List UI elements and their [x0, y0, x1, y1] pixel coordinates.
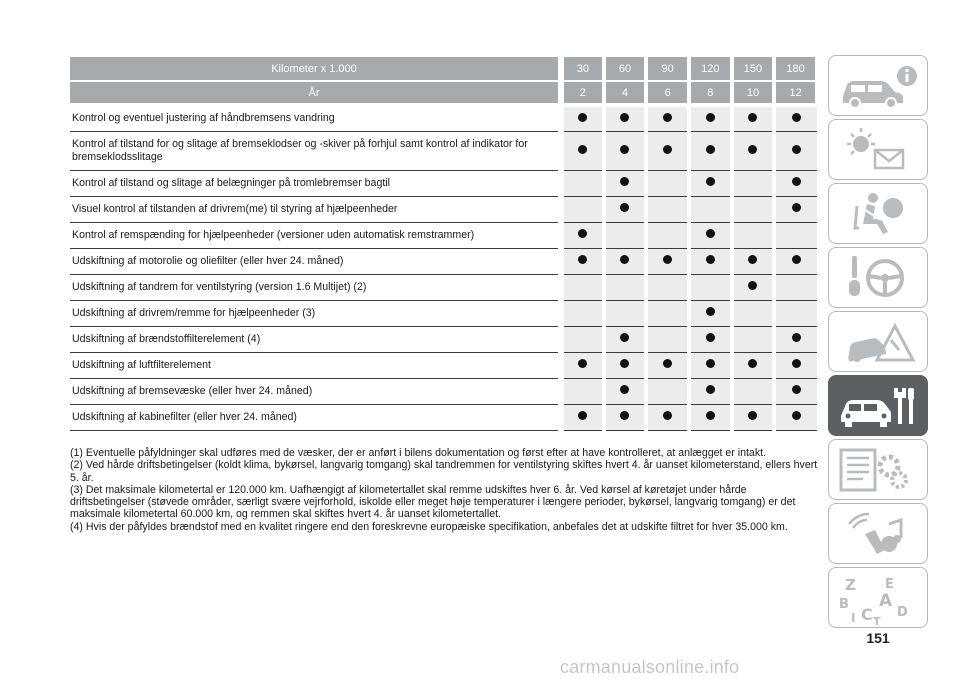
required-dot-icon [706, 177, 715, 186]
interval-cell [732, 170, 775, 196]
required-dot-icon [792, 113, 801, 122]
interval-cell [774, 105, 817, 131]
required-dot-icon [620, 203, 629, 212]
required-dot-icon [620, 359, 629, 368]
required-dot-icon [706, 359, 715, 368]
interval-cell [646, 248, 689, 274]
multimedia-icon [829, 504, 928, 564]
required-dot-icon [706, 229, 715, 238]
interval-cell [646, 404, 689, 430]
interval-cell [732, 326, 775, 352]
interval-cell [774, 300, 817, 326]
interval-cell [774, 274, 817, 300]
interval-cell [689, 378, 732, 404]
table-row [70, 404, 817, 430]
interval-cell [646, 131, 689, 170]
interval-cell [732, 274, 775, 300]
header-year-value: 6 [646, 81, 689, 105]
interval-cell [732, 404, 775, 430]
interval-cell [774, 326, 817, 352]
row-label: Udskiftning af motorolie og oliefilter (eller hver 24. måned) [70, 248, 561, 274]
airbag-seat-icon [829, 184, 928, 244]
interval-cell [646, 378, 689, 404]
chapter-sidebar [828, 55, 928, 631]
required-dot-icon [748, 359, 757, 368]
interval-cell [774, 404, 817, 430]
required-dot-icon [792, 411, 801, 420]
chapter-tab-maintenance[interactable] [828, 375, 928, 436]
interval-cell [732, 222, 775, 248]
steering-wheel-key-icon [829, 248, 928, 308]
header-years-label: År [70, 81, 561, 105]
interval-cell [732, 248, 775, 274]
chapter-tab-multimedia[interactable] [828, 503, 928, 564]
row-label: Udskiftning af luftfilterelement [70, 352, 561, 378]
table-row [70, 222, 817, 248]
required-dot-icon [706, 333, 715, 342]
required-dot-icon [620, 411, 629, 420]
required-dot-icon [578, 411, 587, 420]
required-dot-icon [620, 177, 629, 186]
technical-data-icon [829, 440, 928, 500]
interval-cell [689, 131, 732, 170]
table-row [70, 105, 817, 131]
required-dot-icon [620, 145, 629, 154]
interval-cell [604, 378, 647, 404]
required-dot-icon [792, 385, 801, 394]
interval-cell [732, 105, 775, 131]
interval-cell [561, 196, 604, 222]
required-dot-icon [663, 255, 672, 264]
header-year-value: 12 [774, 81, 817, 105]
required-dot-icon [620, 333, 629, 342]
header-km-value: 90 [646, 57, 689, 81]
required-dot-icon [578, 145, 587, 154]
interval-cell [774, 222, 817, 248]
interval-cell [604, 352, 647, 378]
header-km-value: 60 [604, 57, 647, 81]
header-year-value: 8 [689, 81, 732, 105]
required-dot-icon [578, 359, 587, 368]
required-dot-icon [663, 145, 672, 154]
interval-cell [689, 326, 732, 352]
required-dot-icon [620, 255, 629, 264]
interval-cell [732, 378, 775, 404]
index-letter-t: T [873, 615, 881, 628]
interval-cell [561, 326, 604, 352]
index-letter-i: I [851, 611, 856, 625]
header-year-value: 10 [732, 81, 775, 105]
table-row [70, 326, 817, 352]
interval-cell [604, 300, 647, 326]
header-km-label: Kilometer x 1.000 [70, 57, 561, 81]
required-dot-icon [792, 203, 801, 212]
interval-cell [646, 274, 689, 300]
interval-cell [689, 274, 732, 300]
interval-cell [774, 196, 817, 222]
required-dot-icon [706, 385, 715, 394]
interval-cell [732, 300, 775, 326]
header-km-value: 150 [732, 57, 775, 81]
interval-cell [774, 131, 817, 170]
required-dot-icon [792, 255, 801, 264]
watermark: carmanualsonline.info [560, 657, 740, 677]
table-row [70, 248, 817, 274]
interval-cell [689, 300, 732, 326]
interval-cell [604, 274, 647, 300]
interval-cell [604, 248, 647, 274]
interval-cell [774, 170, 817, 196]
row-label: Udskiftning af brændstoffilterelement (4) [70, 326, 561, 352]
interval-cell [561, 248, 604, 274]
table-row [70, 378, 817, 404]
car-maintenance-icon [829, 376, 928, 436]
interval-cell [646, 300, 689, 326]
interval-cell [561, 300, 604, 326]
required-dot-icon [706, 307, 715, 316]
row-label: Udskiftning af tandrem for ventilstyring (version 1.6 Multijet) (2) [70, 274, 561, 300]
interval-cell [604, 105, 647, 131]
required-dot-icon [663, 359, 672, 368]
interval-cell [561, 404, 604, 430]
interval-cell [561, 378, 604, 404]
index-letter-z: Z [845, 576, 856, 594]
row-label: Visuel kontrol af tilstanden af drivrem(me) til styring af hjælpeenheder [70, 196, 561, 222]
interval-cell [604, 326, 647, 352]
footnote: (2) Ved hårde driftsbetingelser (koldt klima, bykørsel, langvarig tomgang) skal tandremmen for ventilstyring skiftes hvert 4. år uanset kilometerstand, ellers hvert 5. år. [70, 459, 818, 484]
required-dot-icon [706, 145, 715, 154]
chapter-tab-starting-driving[interactable] [828, 247, 928, 308]
header-km-value: 30 [561, 57, 604, 81]
table-body [70, 105, 817, 430]
interval-cell [646, 352, 689, 378]
header-year-value: 4 [604, 81, 647, 105]
interval-cell [646, 105, 689, 131]
interval-cell [561, 131, 604, 170]
interval-cell [689, 170, 732, 196]
required-dot-icon [578, 255, 587, 264]
table-row [70, 196, 817, 222]
interval-cell [604, 170, 647, 196]
chapter-tab-emergency[interactable] [828, 311, 928, 372]
interval-cell [604, 196, 647, 222]
footnote: (1) Eventuelle påfyldninger skal udføres med de væsker, der er anført i bilens dokumentation og først efter at have kontrolleret, at anlægget er intakt. [70, 447, 767, 459]
row-label: Udskiftning af bremsevæske (eller hver 24. måned) [70, 378, 561, 404]
row-label: Kontrol af remspænding for hjælpeenheder (versioner uden automatisk remstrammer) [70, 222, 561, 248]
required-dot-icon [748, 411, 757, 420]
required-dot-icon [748, 113, 757, 122]
required-dot-icon [792, 145, 801, 154]
required-dot-icon [706, 255, 715, 264]
header-row-km [70, 57, 817, 81]
interval-cell [689, 404, 732, 430]
required-dot-icon [792, 333, 801, 342]
interval-cell [646, 326, 689, 352]
interval-cell [646, 222, 689, 248]
interval-cell [561, 222, 604, 248]
chapter-tab-car-info[interactable] [828, 55, 928, 116]
row-label: Udskiftning af kabinefilter (eller hver 24. måned) [70, 404, 561, 430]
required-dot-icon [578, 113, 587, 122]
table-row [70, 274, 817, 300]
interval-cell [646, 196, 689, 222]
interval-cell [732, 131, 775, 170]
interval-cell [732, 196, 775, 222]
interval-cell [689, 105, 732, 131]
page-number: 151 [866, 630, 890, 646]
interval-cell [561, 274, 604, 300]
interval-cell [689, 248, 732, 274]
required-dot-icon [706, 411, 715, 420]
footnote: (3) Det maksimale kilometertal er 120.000 km. Uafhængigt af kilometertallet skal remme udskiftes hver 6. år. Ved kørsel af køretøjet under hårde driftsbetingelser (støvede områder, særligt svære vejrforhold, iskolde eller meget høje temperaturer i længere perioder, bykørsel, langvarig tomgang) er det maksimale kilometertal 60.000 km, og remmen skal skiftes hvert 4. år uanset kilometertallet. [70, 483, 796, 521]
interval-cell [774, 378, 817, 404]
interval-cell [561, 105, 604, 131]
required-dot-icon [792, 177, 801, 186]
header-row-years [70, 81, 817, 105]
interval-cell [732, 352, 775, 378]
required-dot-icon [578, 229, 587, 238]
interval-cell [561, 170, 604, 196]
interval-cell [604, 222, 647, 248]
footnote: (4) Hvis der påfyldes brændstof med en kvalitet ringere end den foreskrevne europæiske specifikation, anbefales det at udskifte filtret for hver 35.000 km. [70, 520, 788, 533]
chapter-tab-warning-lights[interactable] [828, 119, 928, 180]
interval-cell [689, 222, 732, 248]
warning-lights-icon [829, 120, 928, 180]
index-letters-icon [829, 568, 928, 628]
required-dot-icon [706, 113, 715, 122]
row-label: Kontrol af tilstand og slitage af belægninger på tromlebremser bagtil [70, 170, 561, 196]
row-label: Kontrol og eventuel justering af håndbremsens vandring [70, 105, 561, 131]
index-letter-a: A [879, 591, 893, 611]
table-row [70, 300, 817, 326]
interval-cell [561, 352, 604, 378]
maintenance-schedule-table [70, 57, 819, 431]
interval-cell [604, 404, 647, 430]
required-dot-icon [748, 255, 757, 264]
index-letter-e: E [885, 577, 894, 592]
car-info-icon [829, 56, 928, 116]
row-label: Udskiftning af drivrem/remme for hjælpeenheder (3) [70, 300, 561, 326]
footnotes [70, 447, 818, 533]
interval-cell [689, 196, 732, 222]
interval-cell [646, 170, 689, 196]
header-year-value: 2 [561, 81, 604, 105]
index-letter-c: C [861, 605, 873, 624]
interval-cell [774, 248, 817, 274]
required-dot-icon [748, 281, 757, 290]
interval-cell [774, 352, 817, 378]
required-dot-icon [792, 359, 801, 368]
required-dot-icon [663, 411, 672, 420]
required-dot-icon [620, 113, 629, 122]
row-label: Kontrol af tilstand for og slitage af bremseklodser og -skiver på forhjul samt kontrol af indikator for bremseklodsslitage [70, 131, 561, 170]
table-row [70, 131, 817, 170]
header-km-value: 180 [774, 57, 817, 81]
chapter-tab-index[interactable] [828, 567, 928, 628]
emergency-breakdown-icon [829, 312, 928, 372]
interval-cell [604, 131, 647, 170]
index-letter-d: D [897, 605, 908, 620]
required-dot-icon [663, 113, 672, 122]
required-dot-icon [748, 145, 757, 154]
required-dot-icon [620, 385, 629, 394]
table-row [70, 170, 817, 196]
header-km-value: 120 [689, 57, 732, 81]
table-row [70, 352, 817, 378]
chapter-tab-technical-data[interactable] [828, 439, 928, 500]
chapter-tab-safety[interactable] [828, 183, 928, 244]
index-letter-b: B [839, 597, 849, 612]
interval-cell [689, 352, 732, 378]
